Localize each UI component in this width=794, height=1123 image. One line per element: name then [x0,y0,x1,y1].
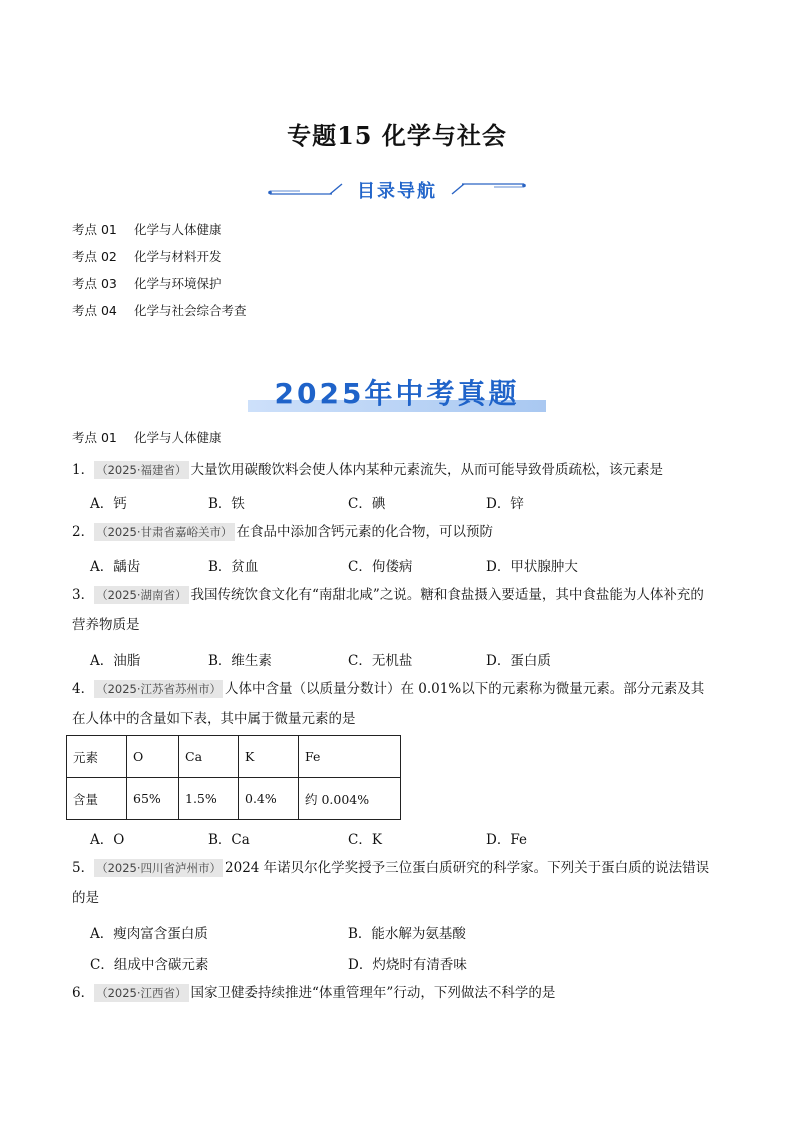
option-b[interactable]: B．铁 [208,496,245,512]
option-b[interactable]: B．贫血 [208,559,259,575]
table-cell: O [127,736,179,778]
toc-item[interactable] [72,301,247,328]
section-code: 考点 01 [72,430,117,445]
question-text: 的是 [72,890,99,906]
table-row [67,778,401,820]
option-c[interactable]: C．无机盐 [348,653,413,669]
question-text: 我国传统饮食文化有“南甜北咸”之说。糖和食盐摄入要适量，其中食盐能为人体补充的 [190,587,704,603]
toc-label: 化学与社会综合考查 [134,303,247,318]
toc-label: 化学与人体健康 [134,222,222,237]
question-number: 6． [72,985,95,1001]
option-a[interactable]: A．O [90,832,125,848]
nav-title: 目录导航 [357,181,437,202]
nav-banner [0,176,794,204]
toc-code: 考点 04 [72,303,117,318]
table-row [67,736,401,778]
option-c[interactable]: C．组成中含碳元素 [90,957,209,973]
year-banner-text: 2025年中考真题 [274,377,520,410]
question-number: 1． [72,462,95,478]
question-number: 2． [72,524,95,540]
source-tag: （2025·江西省） [96,986,187,1000]
question-1-options [90,492,730,514]
question-number: 4． [72,681,95,697]
section-heading [72,428,222,446]
option-b[interactable]: B．Ca [208,832,250,848]
toc-list [72,220,247,328]
question-3-options [90,649,730,671]
option-d[interactable]: D．蛋白质 [486,653,551,669]
option-a[interactable]: A．瘦肉富含蛋白质 [90,926,208,942]
table-cell: Ca [179,736,239,778]
toc-item[interactable] [72,220,247,247]
option-a[interactable]: A．油脂 [90,653,141,669]
option-d[interactable]: D．锌 [486,496,524,512]
option-d[interactable]: D．Fe [486,832,527,848]
year-banner [248,372,546,416]
page-title: 专题15 化学与社会 [287,121,507,150]
source-tag: （2025·甘肃省嘉峪关市） [96,525,233,539]
question-text: 营养物质是 [72,617,140,633]
table-cell: Fe [299,736,401,778]
question-text: 在食品中添加含钙元素的化合物，可以预防 [236,524,494,540]
option-c[interactable]: C．K [348,832,382,848]
toc-code: 考点 01 [72,222,117,237]
question-1 [72,455,732,485]
option-b[interactable]: B．能水解为氨基酸 [348,926,466,942]
toc-item[interactable] [72,247,247,274]
toc-label: 化学与材料开发 [134,249,222,264]
section-label: 化学与人体健康 [134,430,222,445]
question-number: 5． [72,860,95,876]
option-a[interactable]: A．钙 [90,496,127,512]
question-5 [72,853,732,913]
question-5-options-row1 [90,922,730,944]
question-text: 在人体中的含量如下表，其中属于微量元素的是 [72,711,356,727]
toc-code: 考点 02 [72,249,117,264]
table-cell: 元素 [67,736,127,778]
question-3 [72,580,732,640]
toc-label: 化学与环境保护 [134,276,222,291]
element-content-table [66,735,401,820]
option-b[interactable]: B．维生素 [208,653,272,669]
question-6 [72,978,732,1008]
option-c[interactable]: C．碘 [348,496,386,512]
source-tag: （2025·福建省） [96,463,187,477]
question-text: 人体中含量（以质量分数计）在 0.01%以下的元素称为微量元素。部分元素及其 [225,681,705,697]
toc-code: 考点 03 [72,276,117,291]
question-number: 3． [72,587,95,603]
question-2 [72,517,732,547]
option-c[interactable]: C．佝偻病 [348,559,413,575]
option-d[interactable]: D．灼烧时有清香味 [348,957,467,973]
option-a[interactable]: A．龋齿 [90,559,141,575]
table-cell: 1.5% [179,778,239,820]
option-d[interactable]: D．甲状腺肿大 [486,559,578,575]
question-4-options [90,828,730,850]
table-cell: 0.4% [239,778,299,820]
source-tag: （2025·四川省泸州市） [96,861,222,875]
question-2-options [90,555,730,577]
table-cell: K [239,736,299,778]
question-text: 2024 年诺贝尔化学奖授予三位蛋白质研究的科学家。下列关于蛋白质的说法错误 [225,860,710,876]
question-text: 国家卫健委持续推进“体重管理年”行动，下列做法不科学的是 [190,985,556,1001]
question-text: 大量饮用碳酸饮料会使人体内某种元素流失，从而可能导致骨质疏松，该元素是 [190,462,664,478]
source-tag: （2025·湖南省） [96,588,187,602]
table-cell: 约 0.004% [299,778,401,820]
question-5-options-row2 [90,953,730,975]
source-tag: （2025·江苏省苏州市） [96,682,222,696]
question-4 [72,674,732,734]
table-cell: 含量 [67,778,127,820]
table-cell: 65% [127,778,179,820]
toc-item[interactable] [72,274,247,301]
